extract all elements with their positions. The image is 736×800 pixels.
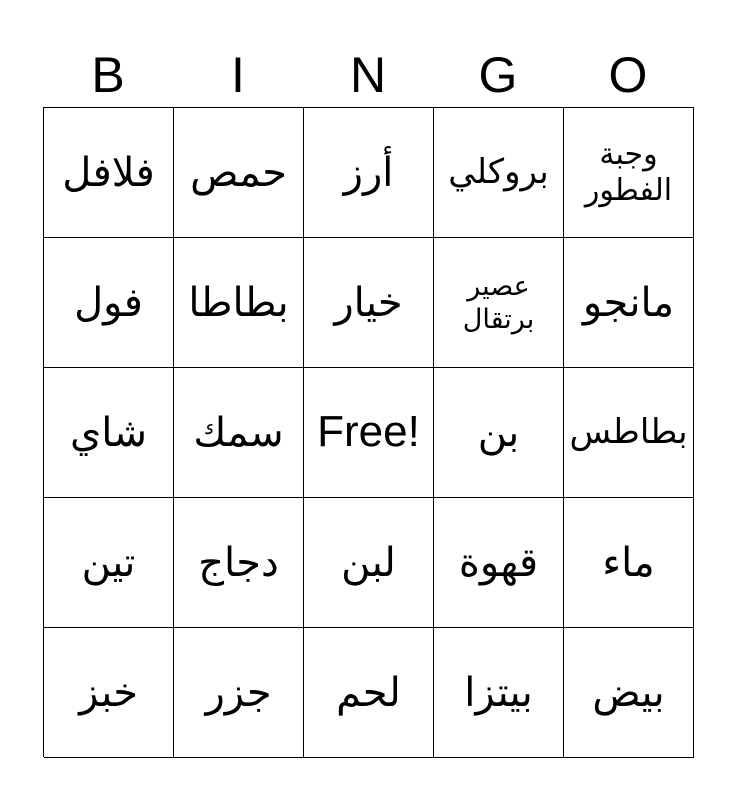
cell-word: تين — [81, 540, 136, 585]
cell-word: أرز — [343, 150, 394, 195]
bingo-board — [43, 107, 694, 757]
bingo-cell[interactable] — [434, 108, 564, 238]
cell-word: حمص — [190, 150, 287, 195]
bingo-cell[interactable] — [564, 368, 694, 498]
cell-word: سمك — [193, 410, 284, 455]
bingo-header — [43, 44, 693, 106]
bingo-cell[interactable] — [174, 368, 304, 498]
bingo-cell[interactable] — [564, 628, 694, 758]
cell-word: فلافل — [62, 150, 155, 195]
free-space-label: Free! — [317, 407, 420, 457]
bingo-cell[interactable] — [44, 498, 174, 628]
bingo-cell[interactable] — [304, 628, 434, 758]
cell-word: خبز — [79, 670, 138, 715]
bingo-cell[interactable] — [304, 238, 434, 368]
bingo-cell[interactable] — [44, 368, 174, 498]
cell-word: مانجو — [582, 280, 675, 325]
bingo-cell[interactable] — [174, 108, 304, 238]
cell-word: لحم — [336, 670, 401, 715]
bingo-cell[interactable] — [44, 238, 174, 368]
bingo-cell[interactable] — [44, 108, 174, 238]
cell-word: دجاج — [198, 540, 279, 585]
bingo-cell[interactable] — [434, 498, 564, 628]
header-letter-n: N — [349, 47, 387, 103]
header-letter-o: O — [608, 47, 648, 103]
cell-word: ماء — [602, 540, 655, 585]
bingo-cell[interactable] — [564, 108, 694, 238]
bingo-cell[interactable] — [174, 628, 304, 758]
cell-word: بن — [477, 410, 520, 455]
cell-word: خيار — [334, 280, 403, 325]
cell-word: بروكلي — [448, 152, 549, 191]
bingo-cell[interactable] — [564, 498, 694, 628]
cell-word: جزر — [205, 670, 272, 715]
cell-word: عصير برتقال — [462, 271, 535, 334]
cell-word: قهوة — [458, 540, 539, 585]
bingo-cell[interactable] — [174, 498, 304, 628]
bingo-cell[interactable] — [304, 498, 434, 628]
cell-word: لبن — [341, 540, 396, 585]
cell-word: وجبة الفطور — [584, 137, 673, 207]
free-space-cell[interactable] — [304, 368, 434, 498]
cell-word: بطاطس — [569, 412, 688, 451]
bingo-cell[interactable] — [304, 108, 434, 238]
cell-word: بطاطا — [188, 280, 289, 325]
bingo-cell[interactable] — [174, 238, 304, 368]
cell-word: بيض — [592, 670, 665, 715]
bingo-cell[interactable] — [434, 238, 564, 368]
bingo-cell[interactable] — [44, 628, 174, 758]
bingo-cell[interactable] — [434, 628, 564, 758]
bingo-cell[interactable] — [564, 238, 694, 368]
header-letter-b: B — [91, 47, 125, 103]
bingo-cell[interactable] — [434, 368, 564, 498]
cell-word: بيتزا — [464, 670, 533, 715]
header-letter-i: I — [231, 47, 245, 103]
cell-word: فول — [74, 280, 143, 325]
header-letter-g: G — [478, 47, 518, 103]
cell-word: شاي — [69, 410, 147, 455]
